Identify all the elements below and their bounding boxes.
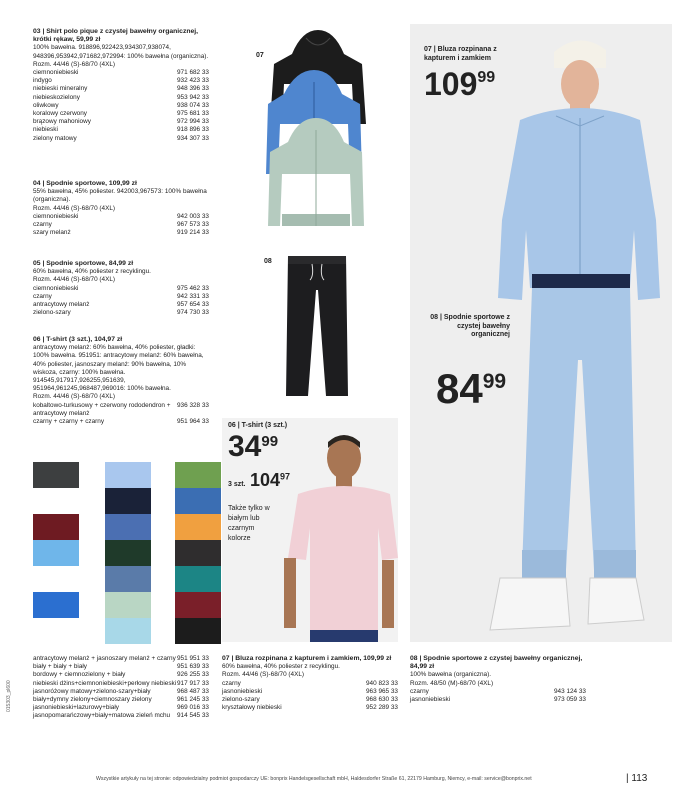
variant-number: 957 654 33 [177, 301, 209, 309]
product-03-size: Rozm. 44/46 (S)-68/70 (4XL) [33, 60, 116, 68]
color-swatch [175, 488, 221, 514]
tshirt-06-note: Także tylko w białym lub czarnym kolorze [228, 505, 270, 542]
variant-number: 975 462 33 [177, 284, 209, 292]
variant-number: 951 639 33 [177, 663, 209, 671]
color-swatch [33, 566, 79, 592]
variant-row [33, 221, 209, 229]
pack-cents: 97 [280, 471, 291, 482]
tshirt-06-label: 06 | T-shirt (3 szt.) [228, 422, 288, 429]
variant-color: koralowy czerwony [33, 110, 87, 118]
variant-row [33, 118, 209, 126]
variant-color: ciemnoniebieski [33, 69, 79, 77]
variant-number: 926 255 33 [177, 671, 209, 679]
tshirt-model-figure [278, 418, 398, 642]
tshirt-sets-variant-list [33, 655, 209, 721]
product-04-description: 55% bawełna, 45% poliester. 942003,967573: 100% bawełna (organiczna). [33, 188, 207, 204]
variant-number: 973 059 33 [554, 696, 586, 704]
product-04-size: Rozm. 44/46 (S)-68/70 (4XL) [33, 204, 116, 212]
page-number: | 113 [626, 773, 648, 784]
color-swatch [33, 592, 79, 618]
variant-number: 951 951 33 [177, 655, 209, 662]
price-main: 109 [424, 66, 478, 102]
variant-color: kryształowy niebieski [222, 704, 282, 712]
product-05-size: Rozm. 44/46 (S)-68/70 (4XL) [33, 276, 116, 284]
product-08-block [410, 655, 586, 704]
black-pants-image [282, 250, 352, 400]
variant-color: szary melanż [33, 229, 71, 237]
color-swatch [175, 618, 221, 644]
price-cents: 99 [477, 68, 496, 86]
variant-row [33, 229, 209, 237]
variant-color: niebieski [33, 126, 58, 134]
variant-row [33, 126, 209, 134]
variant-row [33, 680, 209, 688]
variant-color: bordowy + ciemnozielony + biały [33, 671, 126, 679]
price-main: 84 [436, 365, 483, 412]
color-swatch [105, 540, 151, 566]
variant-color: ciemnoniebieski [33, 212, 79, 220]
variant-number: 968 487 33 [177, 687, 209, 695]
product-03-block [33, 28, 209, 143]
variant-color: jasnoniebieski [410, 696, 451, 704]
variant-color: niebieski dżins+ciemnoniebieski+perłowy niebieski [33, 679, 177, 687]
color-swatch [105, 488, 151, 514]
variant-row [222, 680, 398, 688]
variant-row [33, 402, 209, 418]
variant-number: 961 245 33 [177, 696, 209, 704]
variant-row [33, 94, 209, 102]
footer-legal-text: Wszystkie artykuły na tej stronie: odpowiedzialny podmiot gospodarczy UE: bonprix Handelsgesellschaft mbH, Haldesdorfer Straße 61, 22179 Hamburg, Niemcy, e-mail: service@bonprix.net [96, 776, 532, 782]
color-swatch [33, 514, 79, 540]
pack-main: 104 [249, 470, 281, 490]
variant-number: 975 681 33 [177, 110, 209, 118]
color-swatch [33, 540, 79, 566]
color-swatch [105, 618, 151, 644]
variant-color: jasnoniebieski [222, 687, 263, 695]
product-05-block [33, 260, 209, 317]
variant-color: czarny [410, 687, 429, 695]
variant-number: 914 545 33 [177, 712, 209, 720]
variant-number: 953 942 33 [177, 93, 209, 101]
product-08-size: Rozm. 48/50 (M)-68/70 (4XL) [410, 679, 494, 687]
variant-row [33, 285, 209, 293]
variant-number: 974 730 33 [177, 309, 209, 317]
variant-color: biały + biały + biały [33, 663, 87, 671]
variant-number: 932 423 33 [177, 77, 209, 85]
product-07-size: Rozm. 44/46 (S)-68/70 (4XL) [222, 671, 305, 679]
variant-number: 948 396 33 [177, 85, 209, 93]
variant-row [33, 704, 209, 712]
variant-row [222, 688, 398, 696]
tshirt-06-pack-price [228, 470, 290, 491]
variant-row [33, 655, 209, 663]
variant-number: 917 917 33 [177, 679, 209, 687]
variant-row [33, 301, 209, 309]
variant-color: zielono-szary [33, 309, 71, 317]
pants-08-price [436, 365, 507, 412]
color-swatch [175, 592, 221, 618]
product-08-variant-list [410, 688, 586, 704]
side-code: 015303_pl600 [6, 680, 12, 712]
product-04-block [33, 180, 209, 237]
hoodie-07-price [424, 68, 495, 100]
variant-row [33, 69, 209, 77]
variant-row [33, 671, 209, 679]
color-swatch-grid [33, 462, 223, 642]
variant-color: zielony matowy [33, 134, 77, 142]
color-swatch [175, 540, 221, 566]
variant-number: 938 074 33 [177, 101, 209, 109]
variant-color: jasnoniebieski+lazurowy+biały [33, 704, 119, 712]
variant-row [33, 293, 209, 301]
color-swatch [33, 618, 79, 644]
variant-row [33, 85, 209, 93]
color-swatch [175, 566, 221, 592]
product-07-variant-list [222, 680, 398, 713]
product-06-size: Rozm. 44/46 (S)-68/70 (4XL) [33, 393, 116, 401]
variant-row [33, 712, 209, 720]
product-03-variant-list [33, 69, 209, 143]
pants-08-label: 08 | Spodnie sportowe z czystej bawełny organicznej [430, 314, 510, 338]
variant-number: 918 896 33 [177, 126, 209, 134]
product-08-description: 100% bawełna (organiczna). [410, 671, 491, 679]
variant-number: 934 307 33 [177, 134, 209, 142]
variant-color: czarny [33, 221, 52, 229]
color-swatch [105, 592, 151, 618]
product-06-heading: 06 | T-shirt (3 szt.), 104,97 zł [33, 336, 123, 343]
variant-color: niebieskozielony [33, 93, 80, 101]
variant-row [410, 688, 586, 696]
product-04-variant-list [33, 213, 209, 238]
variant-row [33, 309, 209, 317]
color-swatch [33, 488, 79, 514]
color-swatch [175, 514, 221, 540]
variant-color: indygo [33, 77, 52, 85]
variant-color: brązowy mahoniowy [33, 118, 91, 126]
variant-number: 972 994 33 [177, 118, 209, 126]
variant-number: 936 328 33 [177, 401, 209, 409]
pack-prefix: 3 szt. [228, 481, 246, 488]
hoodie-stack-image [262, 24, 374, 230]
variant-color: czarny [33, 292, 52, 300]
variant-row [222, 704, 398, 712]
variant-row [33, 110, 209, 118]
variant-row [33, 102, 209, 110]
color-swatch [105, 566, 151, 592]
variant-row [33, 688, 209, 696]
product-04-heading: 04 | Spodnie sportowe, 109,99 zł [33, 180, 137, 187]
price-cents: 99 [261, 432, 279, 450]
variant-row [33, 418, 209, 426]
variant-number: 969 016 33 [177, 704, 209, 712]
variant-color: czarny [222, 679, 241, 687]
variant-row [33, 696, 209, 704]
variant-number: 952 289 33 [366, 704, 398, 712]
variant-color: oliwkowy [33, 101, 59, 109]
color-swatch [105, 514, 151, 540]
price-main: 34 [228, 430, 262, 463]
product-06-description: antracytowy melanż: 60% bawełna, 40% poliester, gładki: 100% bawełna. 951951: antracytowy melanż: 60% bawełna, 40% poliester, jasnoszary melanż: 90% bawełna, 10% wiskoza, czarny: 100% bawełna. 914545,917917,926255,951639, 951964,961245,968487,969016: 100% bawełna. [33, 344, 204, 393]
variant-color: biały+dymny zielony+ciemnoszary zielony [33, 696, 152, 704]
color-swatch [175, 462, 221, 488]
variant-color: jasnopomarańczowy+biały+matowa zieleń mchu [33, 712, 171, 720]
hoodie-07-label: 07 | Bluza rozpinana z kapturem i zamkiem [424, 46, 497, 62]
variant-number: 942 003 33 [177, 212, 209, 220]
product-08-heading: 08 | Spodnie sportowe z czystej bawełny organicznej, 84,99 zł [410, 655, 583, 671]
variant-number: 951 964 33 [177, 418, 209, 426]
tshirt-06-price [228, 432, 278, 462]
product-03-heading: 03 | Shirt polo pique z czystej bawełny organicznej, krótki rękaw, 59,99 zł [33, 28, 199, 44]
product-07-block [222, 655, 398, 712]
variant-number: 919 214 33 [177, 229, 209, 237]
color-swatch [105, 462, 151, 488]
variant-number: 943 124 33 [554, 687, 586, 695]
variant-number: 963 965 33 [366, 687, 398, 695]
variant-color: zielono-szary [222, 696, 260, 704]
variant-row [222, 696, 398, 704]
variant-color: kobaltowo-turkusowy + czerwony rododendron + antracytowy melanż [33, 401, 171, 417]
variant-color: czarny + czarny + czarny [33, 418, 105, 426]
variant-color: antracytowy melanż [33, 301, 90, 309]
variant-row [33, 663, 209, 671]
tag-08-small: 08 [264, 258, 272, 265]
variant-color: antracytowy melanż + jasnoszary melanż + czarny [33, 655, 176, 662]
color-swatch [33, 462, 79, 488]
tag-07-small: 07 [256, 52, 264, 59]
product-05-variant-list [33, 285, 209, 318]
product-03-description: 100% bawełna. 918896,922423,934307,938074, 948396,953942,971682,972994: 100% bawełna (organiczna). [33, 44, 209, 60]
variant-number: 968 630 33 [366, 696, 398, 704]
price-cents: 99 [482, 369, 507, 393]
variant-row [410, 696, 586, 704]
product-05-description: 60% bawełna, 40% poliester z recyklingu. [33, 268, 151, 276]
variant-row [33, 77, 209, 85]
variant-color: ciemnoniebieski [33, 284, 79, 292]
product-06-block [33, 336, 209, 426]
product-07-description: 60% bawełna, 40% poliester z recyklingu. [222, 663, 340, 671]
variant-row [33, 135, 209, 143]
variant-color: jasnoróżowy matowy+zielono-szary+biały [33, 687, 151, 695]
product-07-heading: 07 | Bluza rozpinana z kapturem i zamkiem, 109,99 zł [222, 655, 392, 662]
variant-color: niebieski mineralny [33, 85, 88, 93]
product-06-variant-list [33, 402, 209, 427]
variant-row [33, 213, 209, 221]
variant-number: 967 573 33 [177, 221, 209, 229]
variant-number: 971 682 33 [177, 69, 209, 77]
product-05-heading: 05 | Spodnie sportowe, 84,99 zł [33, 260, 134, 267]
variant-number: 942 331 33 [177, 292, 209, 300]
variant-number: 940 823 33 [366, 679, 398, 687]
